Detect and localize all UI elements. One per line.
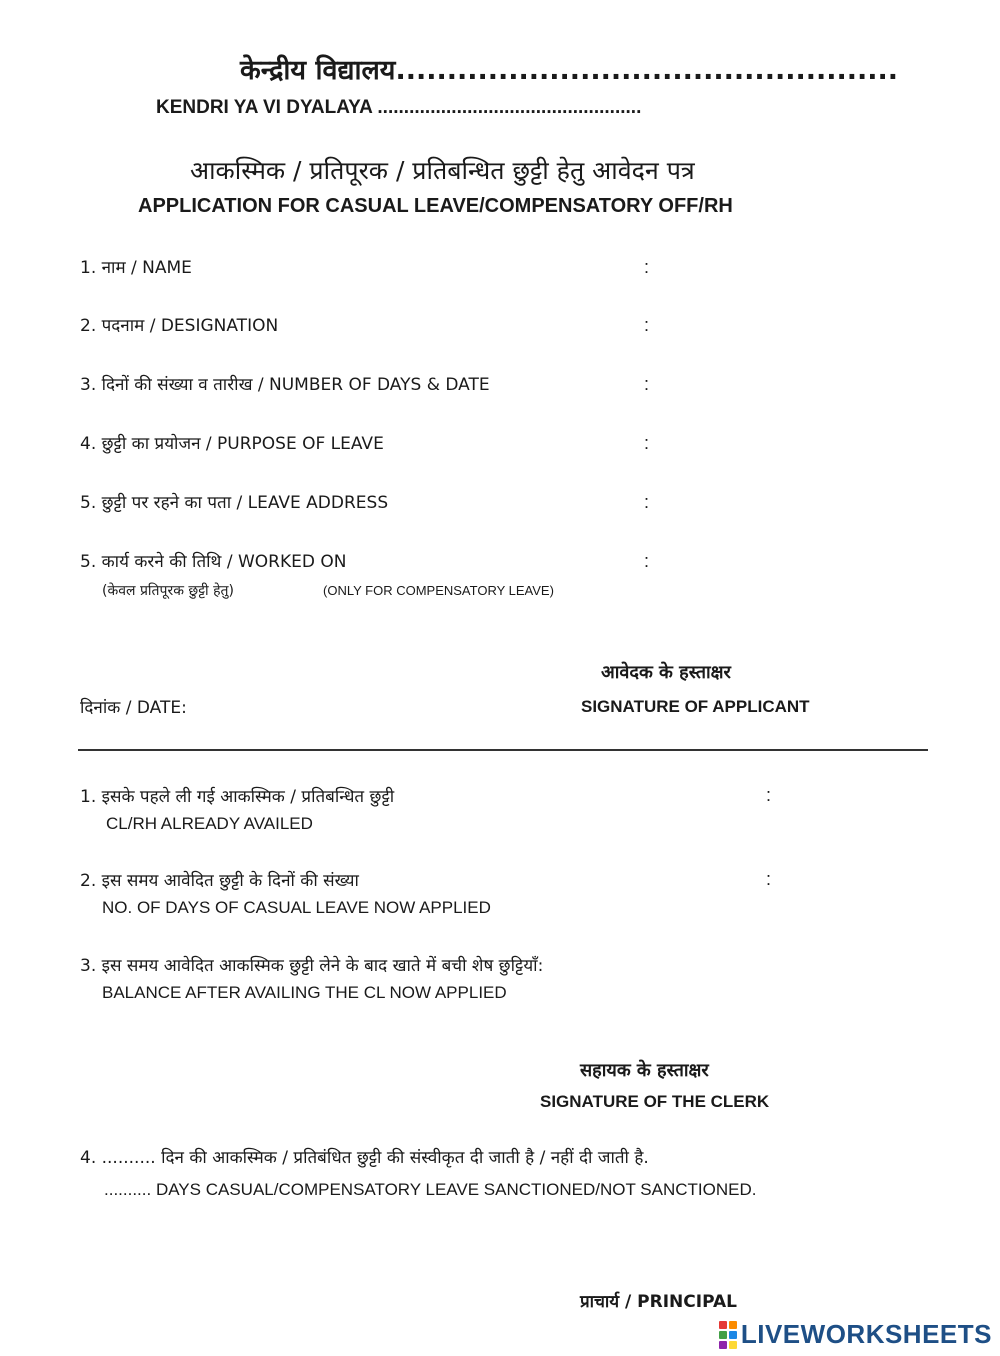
clerk-signature-hindi: सहायक के हस्ताक्षर bbox=[580, 1060, 709, 1081]
office-cl-availed-hindi: 1. इसके पहले ली गई आकस्मिक / प्रतिबन्धित छुट्टी bbox=[80, 787, 395, 807]
liveworksheets-logo bbox=[719, 1319, 992, 1350]
field-designation-colon: : bbox=[644, 315, 650, 335]
applicant-signature-english: SIGNATURE OF APPLICANT bbox=[581, 697, 810, 716]
field-designation-label: 2. पदनाम / DESIGNATION bbox=[80, 316, 279, 336]
liveworksheets-logo-icon bbox=[719, 1321, 737, 1349]
field-purpose-label: 4. छुट्टी का प्रयोजन / PURPOSE OF LEAVE bbox=[80, 434, 384, 454]
liveworksheets-logo-text: LIVEWORKSHEETS bbox=[740, 1319, 992, 1349]
form-title-english: APPLICATION FOR CASUAL LEAVE/COMPENSATORY OFF/RH bbox=[138, 195, 733, 217]
office-days-applied-hindi: 2. इस समय आवेदित छुट्टी के दिनों की संख्या bbox=[80, 871, 359, 891]
office-balance-english: BALANCE AFTER AVAILING THE CL NOW APPLIED bbox=[102, 983, 507, 1002]
principal-label: प्राचार्य / PRINCIPAL bbox=[580, 1292, 737, 1312]
field-days-date-colon: : bbox=[644, 374, 650, 394]
office-days-applied-colon: : bbox=[766, 869, 772, 889]
school-name-hindi: केन्द्रीय विद्यालय................................................. bbox=[240, 55, 899, 86]
office-cl-availed-colon: : bbox=[766, 785, 772, 805]
applicant-signature-hindi: आवेदक के हस्ताक्षर bbox=[601, 662, 731, 683]
worked-on-note-hindi: (केवल प्रतिपूरक छुट्टी हेतु) bbox=[102, 583, 235, 599]
sanction-line-hindi: 4. .......... दिन की आकस्मिक / प्रतिबंधित छुट्टी की संस्वीकृत दी जाती है / नहीं दी जाती है. bbox=[80, 1148, 649, 1168]
field-name-label: 1. नाम / NAME bbox=[80, 258, 192, 278]
field-purpose-colon: : bbox=[644, 433, 650, 453]
field-worked-on-label: 5. कार्य करने की तिथि / WORKED ON bbox=[80, 552, 347, 572]
office-balance-hindi: 3. इस समय आवेदित आकस्मिक छुट्टी लेने के बाद खाते में बची शेष छुट्टियाँ: bbox=[80, 956, 544, 976]
form-title-hindi: आकस्मिक / प्रतिपूरक / प्रतिबन्धित छुट्टी हेतु आवेदन पत्र bbox=[190, 156, 695, 185]
school-name-english: KENDRI YA VI DYALAYA .................................................. bbox=[156, 97, 642, 118]
field-name-colon: : bbox=[644, 257, 650, 277]
section-divider bbox=[78, 749, 928, 751]
field-address-colon: : bbox=[644, 492, 650, 512]
date-label: दिनांक / DATE: bbox=[80, 698, 187, 718]
field-worked-on-colon: : bbox=[644, 551, 650, 571]
worked-on-note-english: (ONLY FOR COMPENSATORY LEAVE) bbox=[323, 583, 554, 598]
field-days-date-label: 3. दिनों की संख्या व तारीख / NUMBER OF DAYS & DATE bbox=[80, 375, 490, 395]
sanction-line-english: .......... DAYS CASUAL/COMPENSATORY LEAVE SANCTIONED/NOT SANCTIONED. bbox=[104, 1180, 757, 1199]
office-cl-availed-english: CL/RH ALREADY AVAILED bbox=[106, 814, 313, 833]
office-days-applied-english: NO. OF DAYS OF CASUAL LEAVE NOW APPLIED bbox=[102, 898, 491, 917]
clerk-signature-english: SIGNATURE OF THE CLERK bbox=[540, 1092, 770, 1111]
field-address-label: 5. छुट्टी पर रहने का पता / LEAVE ADDRESS bbox=[80, 493, 389, 513]
